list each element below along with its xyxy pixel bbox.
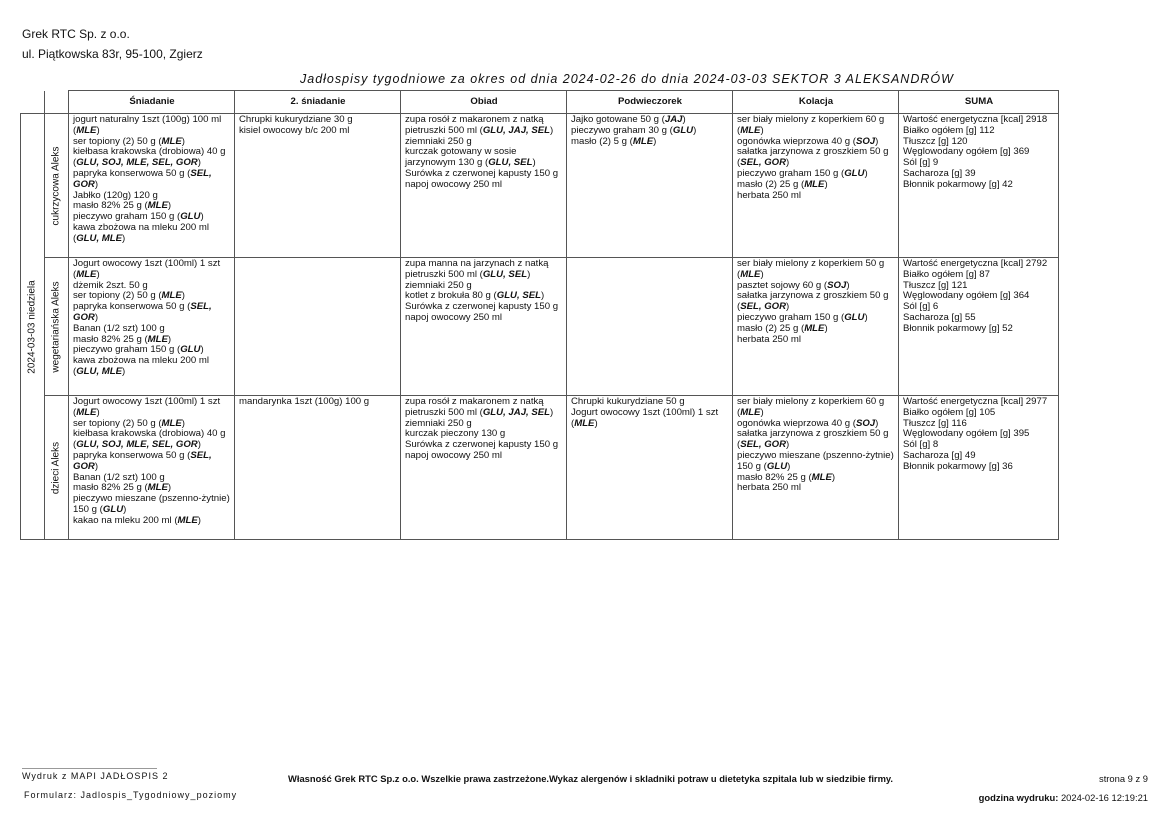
menu-item: Jogurt owocowy 1szt (100ml) 1 szt (MLE) [73,258,221,280]
menu-item: herbata 250 ml [737,189,801,201]
menu-item: Jogurt owocowy 1szt (100ml) 1 szt (MLE) [73,396,221,418]
menu-item: sałatka jarzynowa z groszkiem 50 g (SEL, GOR) [737,428,889,451]
footer-ownership: Własność Grek RTC Sp.z o.o. Wszelkie prawa zastrzeżone.Wykaz alergenów i skladniki potraw u dietetyka szpitala lub w siedzibie firmy. [288,773,894,784]
menu-item: ser topiony (2) 50 g (MLE) [73,290,185,302]
menu-item: Tłuszcz [g] 120 [903,135,968,147]
menu-item: Sól [g] 6 [903,301,939,313]
diet-label: dzieci Aleks [50,441,62,494]
diet-cell [45,114,69,258]
menu-item: masło 82% 25 g (MLE) [73,482,172,494]
menu-item: Chrupki kukurydziane 50 g [571,396,685,407]
menu-item: kakao na mleku 200 ml (MLE) [73,514,201,526]
menu-item: ser biały mielony z koperkiem 50 g (MLE) [737,258,885,280]
menu-item: zupa manna na jarzynach z natką pietruszki 500 ml (GLU, SEL) [405,258,549,280]
col-header: 2. śniadanie [235,91,401,114]
menu-item: kiełbasa krakowska (drobiowa) 40 g (GLU, SOJ, MLE, SEL, GOR) [73,146,226,169]
menu-item: napoj owocowy 250 ml [405,311,503,323]
menu-item: Białko ogółem [g] 112 [903,124,995,136]
menu-item: Banan (1/2 szt) 100 g [73,471,165,483]
menu-item: Sacharoza [g] 55 [903,311,976,323]
summary-cell [899,396,1059,540]
menu-item: pieczywo mieszane (pszenno-żytnie) 150 g (GLU) [737,449,894,472]
footer-form-name: Formularz: Jadlospis_Tygodniowy_poziomy [24,790,238,800]
menu-item: Jajko gotowane 50 g (JAJ) [571,114,686,125]
print-time-value: 2024-02-16 12:19:21 [1060,792,1148,803]
menu-item: Wartość energetyczna [kcal] 2918 [903,114,1048,125]
menu-item: pieczywo graham 150 g (GLU) [737,167,868,179]
snack-cell [567,114,733,258]
footer-print-source [22,771,168,781]
menu-item: masło 82% 25 g (MLE) [73,200,172,212]
menu-item: kiełbasa krakowska (drobiowa) 40 g (GLU, SOJ, MLE, SEL, GOR) [73,428,226,451]
menu-item: Tłuszcz [g] 116 [903,417,967,429]
second-breakfast-cell [235,396,401,540]
menu-item: Surówka z czerwonej kapusty 150 g [405,301,559,313]
menu-item: mandarynka 1szt (100g) 100 g [239,396,370,407]
print-time [979,792,1148,803]
menu-item: sałatka jarzynowa z groszkiem 50 g (SEL, GOR) [737,146,889,169]
second-breakfast-cell [235,114,401,258]
menu-item: Wartość energetyczna [kcal] 2792 [903,258,1048,269]
menu-item: Węglowodany ogółem [g] 369 [903,146,1030,158]
menu-item: sałatka jarzynowa z groszkiem 50 g (SEL, GOR) [737,290,889,313]
table-row [21,114,1059,258]
menu-item: kawa zbożowa na mleku 200 ml (GLU, MLE) [73,355,209,377]
menu-item: ser topiony (2) 50 g (MLE) [73,417,185,429]
menu-item: Błonnik pokarmowy [g] 52 [903,322,1013,334]
menu-item: masło 82% 25 g (MLE) [73,333,172,345]
menu-item: Sacharoza [g] 39 [903,167,976,179]
day-cell [21,114,45,540]
menu-item: kawa zbożowa na mleku 200 ml (GLU, MLE) [73,221,209,244]
lunch-cell [401,396,567,540]
menu-item: pieczywo graham 150 g (GLU) [737,311,868,323]
document-title: Jadłospisy tygodniowe za okres od dnia 2024-02-26 do dnia 2024-03-03 SEKTOR 3 ALEKSANDRÓW [300,72,954,86]
menu-item: ogonówka wieprzowa 40 g (SOJ) [737,417,879,429]
menu-item: Banan (1/2 szt) 100 g [73,322,165,334]
menu-item: kotlet z brokuła 80 g (GLU, SEL) [405,290,545,302]
menu-item: ogonówka wieprzowa 40 g (SOJ) [737,135,879,147]
menu-item: papryka konserwowa 50 g (SEL, GOR) [73,301,212,323]
menu-item: masło (2) 25 g (MLE) [737,178,828,190]
day-label: 2024-03-03 niedziela [26,279,38,374]
summary-cell [899,114,1059,258]
menu-item: ziemniaki 250 g [405,279,472,291]
menu-item: masło (2) 25 g (MLE) [737,322,828,334]
menu-item: Sól [g] 8 [903,439,939,451]
second-breakfast-cell [235,258,401,396]
table-row [21,258,1059,396]
company-address: ul. Piątkowska 83r, 95-100, Zgierz [22,47,203,61]
table-row [21,396,1059,540]
menu-item: Tłuszcz [g] 121 [903,279,968,291]
menu-item: kurczak pieczony 130 g [405,428,506,440]
menu-item: ziemniaki 250 g [405,417,472,429]
col-header: Śniadanie [69,91,235,114]
menu-item: papryka konserwowa 50 g (SEL, GOR) [73,167,212,190]
menu-item: Węglowodany ogółem [g] 364 [903,290,1030,302]
lunch-cell [401,258,567,396]
dinner-cell [733,396,899,540]
menu-item: ser biały mielony z koperkiem 60 g (MLE) [737,396,885,418]
diet-cell [45,258,69,396]
menu-item: jogurt naturalny 1szt (100g) 100 ml (MLE) [73,114,222,136]
menu-item: Sacharoza [g] 49 [903,449,976,461]
menu-item: masło (2) 5 g (MLE) [571,135,657,147]
company-name: Grek RTC Sp. z o.o. [22,27,130,41]
menu-item: Węglowodany ogółem [g] 395 [903,428,1030,440]
menu-item: pieczywo graham 30 g (GLU) [571,124,697,136]
dinner-cell [733,258,899,396]
menu-item: Surówka z czerwonej kapusty 150 g [405,439,559,451]
menu-item: pasztet sojowy 60 g (SOJ) [737,279,850,291]
breakfast-cell [69,114,235,258]
snack-cell [567,258,733,396]
breakfast-cell [69,396,235,540]
menu-item: Białko ogółem [g] 105 [903,406,996,418]
diet-cell [45,396,69,540]
menu-item: Chrupki kukurydziane 30 g [239,114,353,125]
menu-item: pieczywo graham 150 g (GLU) [73,344,204,356]
menu-item: ser biały mielony z koperkiem 60 g (MLE) [737,114,885,136]
menu-item: zupa rosół z makaronem z natką pietruszki 500 ml (GLU, JAJ, SEL) [405,114,554,136]
diet-label: cukrzycowa Aleks [50,146,62,225]
menu-item: dżemik 2szt. 50 g [73,279,148,291]
menu-item: herbata 250 ml [737,333,801,345]
table-header-row [21,91,1059,114]
col-header: SUMA [899,91,1059,114]
menu-item: masło 82% 25 g (MLE) [737,471,836,483]
menu-item: papryka konserwowa 50 g (SEL, GOR) [73,449,212,472]
menu-item: ser topiony (2) 50 g (MLE) [73,135,185,147]
col-header: Kolacja [733,91,899,114]
breakfast-cell [69,258,235,396]
menu-item: herbata 250 ml [737,482,801,494]
menu-item: Sól [g] 9 [903,157,939,169]
diet-label: wegetariańska Aleks [50,280,62,373]
company-header [22,24,203,64]
menu-item: Wartość energetyczna [kcal] 2977 [903,396,1048,407]
lunch-cell [401,114,567,258]
page-number: strona 9 z 9 [1099,773,1148,784]
menu-item: zupa rosół z makaronem z natką pietruszki 500 ml (GLU, JAJ, SEL) [405,396,554,418]
menu-item: Jogurt owocowy 1szt (100ml) 1 szt (MLE) [571,406,719,429]
print-time-label: godzina wydruku: [978,792,1059,803]
menu-item: pieczywo graham 150 g (GLU) [73,211,204,223]
menu-item: kisiel owocowy b/c 200 ml [239,124,350,136]
snack-cell [567,396,733,540]
menu-item: Jabłko (120g) 120 g [73,189,158,201]
menu-item: kurczak gotowany w sosie jarzynowym 130 g (GLU, SEL) [405,146,536,169]
menu-item: napoj owocowy 250 ml [405,449,503,461]
menu-item: Błonnik pokarmowy [g] 36 [903,460,1013,472]
menu-item: Białko ogółem [g] 87 [903,268,990,280]
menu-item: Błonnik pokarmowy [g] 42 [903,178,1013,190]
print-source-text: Wydruk z MAPI JADŁOSPIS 2 [22,771,169,781]
dinner-cell [733,114,899,258]
col-header: Obiad [401,91,567,114]
menu-item: Surówka z czerwonej kapusty 150 g [405,167,559,179]
summary-cell [899,258,1059,396]
menu-table-frame [20,90,1058,537]
menu-item: ziemniaki 250 g [405,135,472,147]
menu-item: pieczywo mieszane (pszenno-żytnie) 150 g (GLU) [73,493,230,515]
col-header: Podwieczorek [567,91,733,114]
weekly-menu-table [20,90,1059,540]
footer-rule [22,768,157,769]
menu-item: napoj owocowy 250 ml [405,178,503,190]
